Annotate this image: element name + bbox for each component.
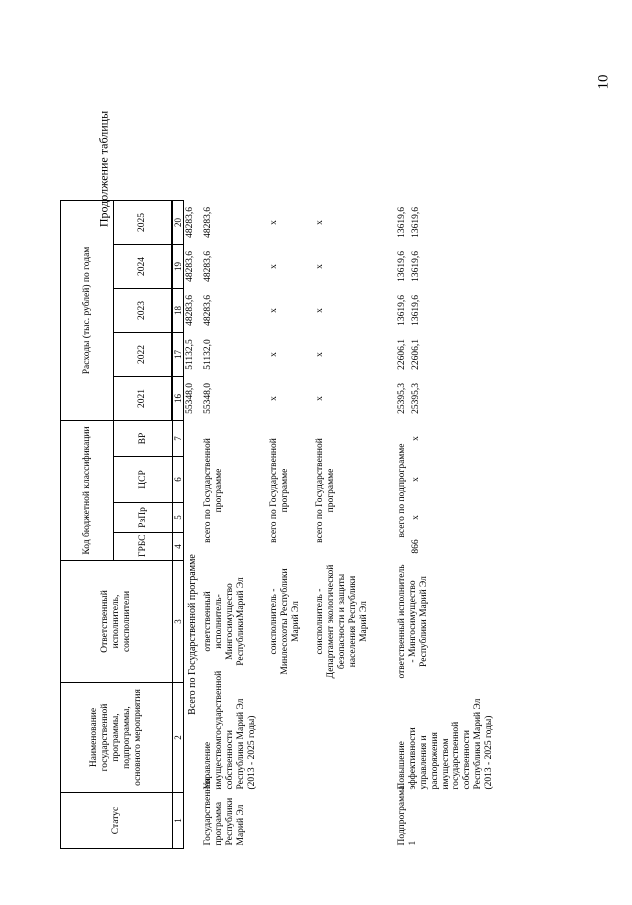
subprogram-total-row — [396, 48, 410, 848]
value-cell: x — [268, 308, 279, 313]
value-cell: x — [314, 264, 325, 269]
vr-cell: x — [410, 436, 421, 441]
subprogram-executor: ответственный исполнитель - Мингосимущество Республики Марий Эл — [396, 564, 429, 679]
value-cell: 25395,3 — [396, 383, 407, 414]
col-number: 18 — [173, 288, 184, 332]
value-cell: 55348,0 — [202, 383, 213, 414]
header-csr: ЦСР — [114, 457, 173, 503]
rzpr-cell: x — [410, 515, 421, 520]
executor-text: соисполнитель - Департамент экологической безопасности и защиты населения Республики Марий Эл — [314, 564, 369, 679]
col-number: 6 — [173, 457, 184, 503]
value-cell: 22606,1 — [410, 339, 421, 370]
rotated-table-container — [60, 49, 500, 849]
value-cell: 51132,0 — [202, 339, 213, 370]
col-number: 4 — [173, 533, 184, 561]
header-grbs: ГРБС — [114, 533, 173, 561]
program-row-1 — [202, 48, 268, 848]
value-cell: x — [268, 396, 279, 401]
continued-label: Продолжение таблицы — [96, 110, 111, 228]
program-name: Управление имуществомгосударственной собственности Республики Марий Эл (2013 - 2025 годы) — [202, 670, 257, 790]
value-cell: 13619,6 — [396, 207, 407, 238]
value-cell: 13619,6 — [396, 251, 407, 282]
total-program-label: Всего по Государственной программе — [187, 554, 199, 715]
value-cell: x — [268, 220, 279, 225]
header-year-2023: 2023 — [114, 288, 172, 332]
total-value: 48283,6 — [185, 207, 196, 238]
value-cell: x — [314, 396, 325, 401]
header-year-2025: 2025 — [114, 200, 172, 244]
col-number: 17 — [173, 332, 184, 376]
executor-text: соисполнитель - Минлесохоты Республики Марий Эл — [268, 568, 301, 675]
header-vr: ВР — [114, 420, 173, 456]
value-cell: 25395,3 — [410, 383, 421, 414]
col-number: 20 — [173, 200, 184, 244]
value-cell: 13619,6 — [410, 295, 421, 326]
subprogram-status: Подпрограмма 1 — [396, 785, 418, 846]
value-cell: 13619,6 — [410, 251, 421, 282]
value-cell: 48283,6 — [202, 295, 213, 326]
col-number: 16 — [173, 376, 184, 420]
grbs-cell: 866 — [410, 539, 421, 554]
header-executor: Ответственный исполнитель, соисполнители — [61, 561, 173, 683]
subprogram-total-label: всего по подпрограмме — [396, 443, 407, 538]
header-year-2022: 2022 — [114, 332, 172, 376]
header-year-2024: 2024 — [114, 244, 172, 288]
header-name: Наименование государственной программы, подпрограммы, основного мероприятия — [61, 683, 173, 793]
col-number: 2 — [173, 683, 184, 793]
header-rzpr: РзПр — [114, 503, 173, 533]
column-number-row — [173, 48, 184, 848]
total-value: 51132,5 — [185, 339, 196, 370]
col-number: 5 — [173, 503, 184, 533]
header-budget-code: Код бюджетной классификации — [61, 420, 114, 560]
value-cell: x — [314, 220, 325, 225]
value-cell: x — [314, 308, 325, 313]
value-cell: 13619,6 — [396, 295, 407, 326]
header-year-2021: 2021 — [114, 376, 172, 420]
total-value: 55348,0 — [185, 383, 196, 414]
code-text: всего по Государственной программе — [268, 438, 290, 543]
page-number: 10 — [595, 74, 612, 90]
value-cell: 13619,6 — [410, 207, 421, 238]
code-text: всего по Государственной программе — [202, 438, 224, 543]
csr-cell: x — [410, 477, 421, 482]
budget-table — [60, 48, 496, 849]
total-program-row — [184, 48, 202, 848]
col-number: 7 — [173, 420, 184, 456]
value-cell: x — [268, 352, 279, 357]
value-cell: 22606,1 — [396, 339, 407, 370]
header-status: Статус — [61, 793, 173, 849]
program-status: Государственная программа Республики Марий Эл — [202, 778, 246, 846]
value-cell: 48283,6 — [202, 251, 213, 282]
header-expenses: Расходы (тыс. рублей) по годам — [61, 200, 114, 420]
col-number: 1 — [173, 793, 184, 849]
col-number: 3 — [173, 561, 184, 683]
code-text: всего по Государственной программе — [314, 438, 336, 543]
col-number: 19 — [173, 244, 184, 288]
value-cell: x — [314, 352, 325, 357]
value-cell: x — [268, 264, 279, 269]
total-value: 48283,6 — [185, 251, 196, 282]
value-cell: 48283,6 — [202, 207, 213, 238]
total-value: 48283,6 — [185, 295, 196, 326]
executor-text: ответственный исполнитель- Мингосимущество РеспубликиМарий Эл — [202, 577, 246, 666]
subprogram-name: Повышение эффективности управления и распоряжения имуществом государственной собственности Республики Марий Эл (2013 - 2025 годы) — [396, 698, 495, 790]
